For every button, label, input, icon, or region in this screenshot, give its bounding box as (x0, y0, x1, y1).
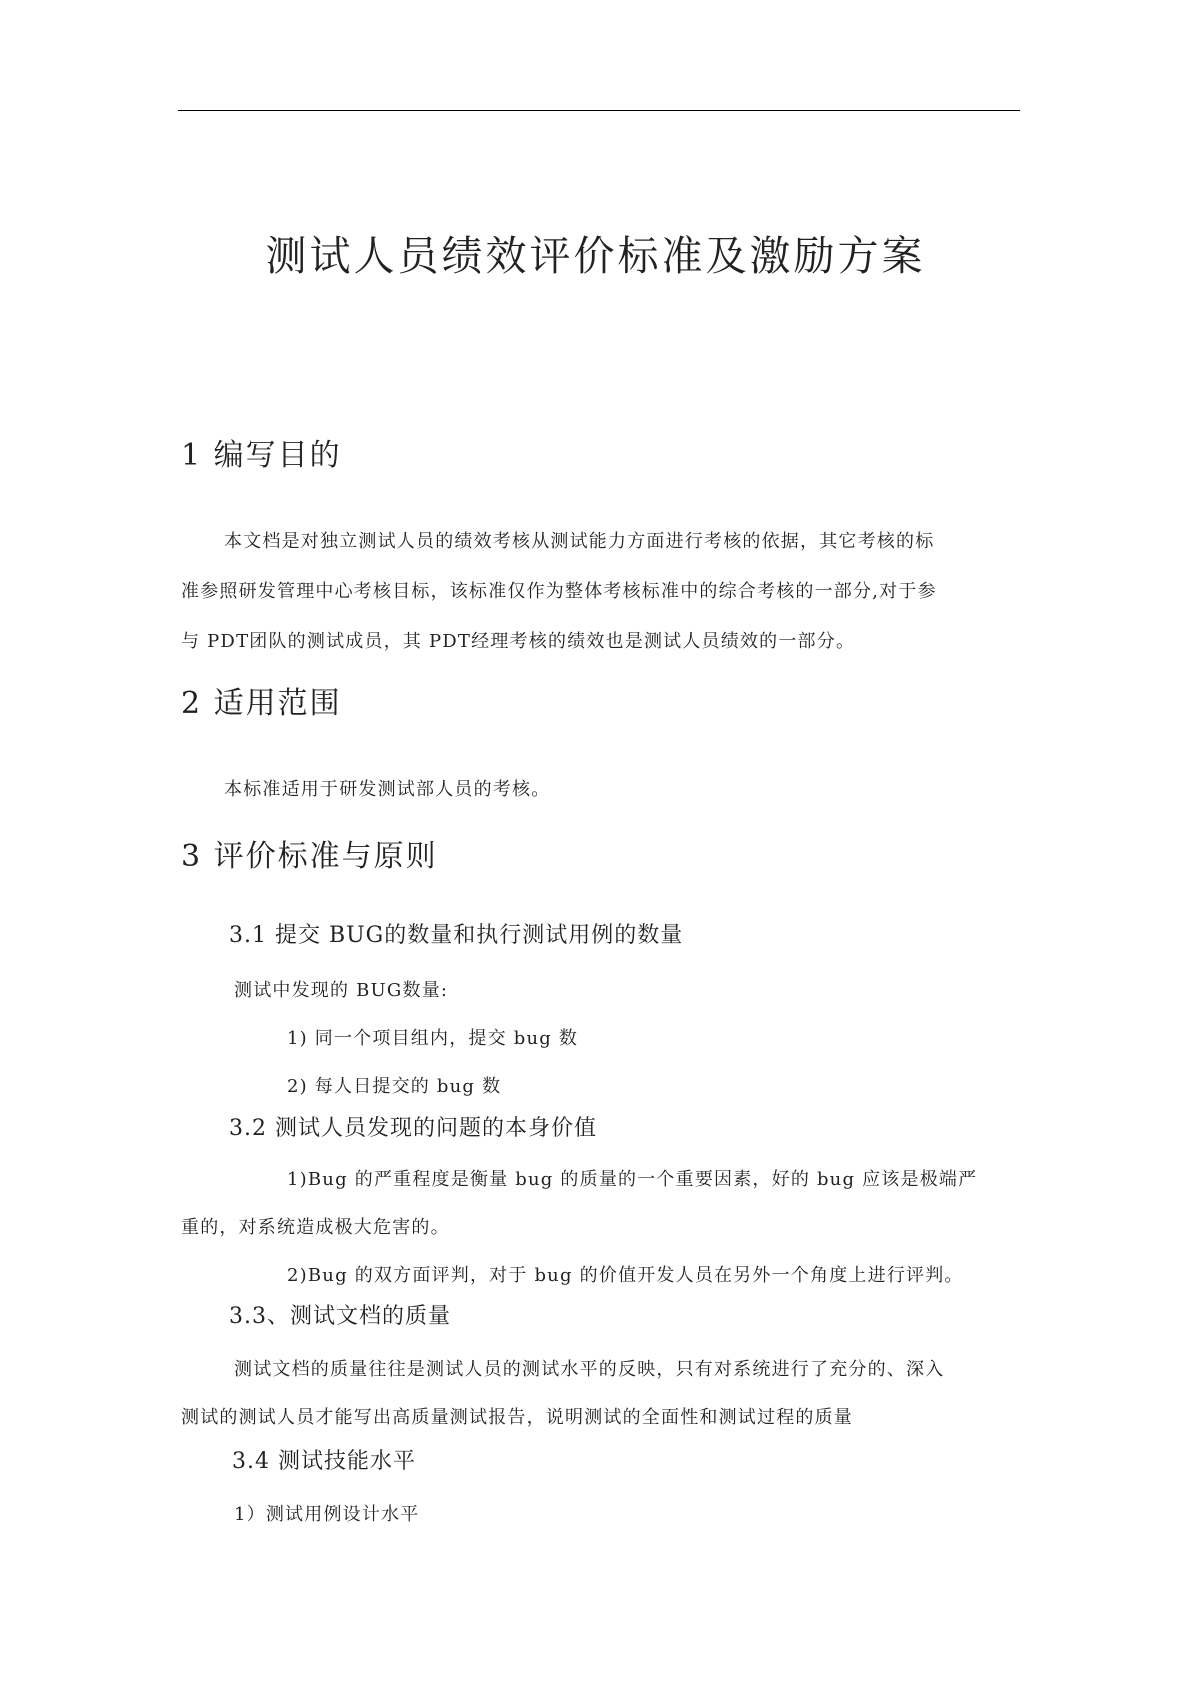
paragraph-line: 测试中发现的 BUG数量: (234, 980, 449, 1001)
section-heading-scope: 2 适用范围 (181, 686, 342, 721)
subsection-heading-3-3: 3.3、测试文档的质量 (229, 1304, 451, 1329)
subsection-heading-3-4: 3.4 测试技能水平 (232, 1449, 416, 1474)
header-rule (178, 110, 1020, 111)
section-heading-purpose: 1 编写目的 (181, 438, 342, 473)
subsection-heading-3-2: 3.2 测试人员发现的问题的本身价值 (229, 1116, 597, 1141)
paragraph-line: 测试的测试人员才能写出高质量测试报告，说明测试的全面性和测试过程的质量 (181, 1407, 853, 1428)
document-title: 测试人员绩效评价标准及激励方案 (265, 232, 926, 280)
list-item: 1) 同一个项目组内，提交 bug 数 (287, 1028, 579, 1049)
subsection-heading-3-1: 3.1 提交 BUG的数量和执行测试用例的数量 (229, 923, 684, 948)
paragraph-line: 重的，对系统造成极大危害的。 (181, 1217, 450, 1238)
paragraph-line: 准参照研发管理中心考核目标，该标准仅作为整体考核标准中的综合考核的一部分,对于参 (181, 581, 937, 602)
paragraph-line: 本标准适用于研发测试部人员的考核。 (224, 779, 551, 800)
paragraph-line: 本文档是对独立测试人员的绩效考核从测试能力方面进行考核的依据，其它考核的标 (224, 531, 935, 552)
paragraph-line: 2)Bug 的双方面评判，对于 bug 的价值开发人员在另外一个角度上进行评判。 (287, 1265, 964, 1286)
list-item: 1）测试用例设计水平 (234, 1504, 420, 1525)
paragraph-line: 与 PDT团队的测试成员，其 PDT经理考核的绩效也是测试人员绩效的一部分。 (181, 631, 856, 652)
section-heading-criteria: 3 评价标准与原则 (181, 839, 438, 874)
paragraph-line: 1)Bug 的严重程度是衡量 bug 的质量的一个重要因素，好的 bug 应该是极端严 (287, 1169, 978, 1190)
list-item: 2) 每人日提交的 bug 数 (287, 1076, 502, 1097)
paragraph-line: 测试文档的质量往往是测试人员的测试水平的反映，只有对系统进行了充分的、深入 (234, 1359, 945, 1380)
